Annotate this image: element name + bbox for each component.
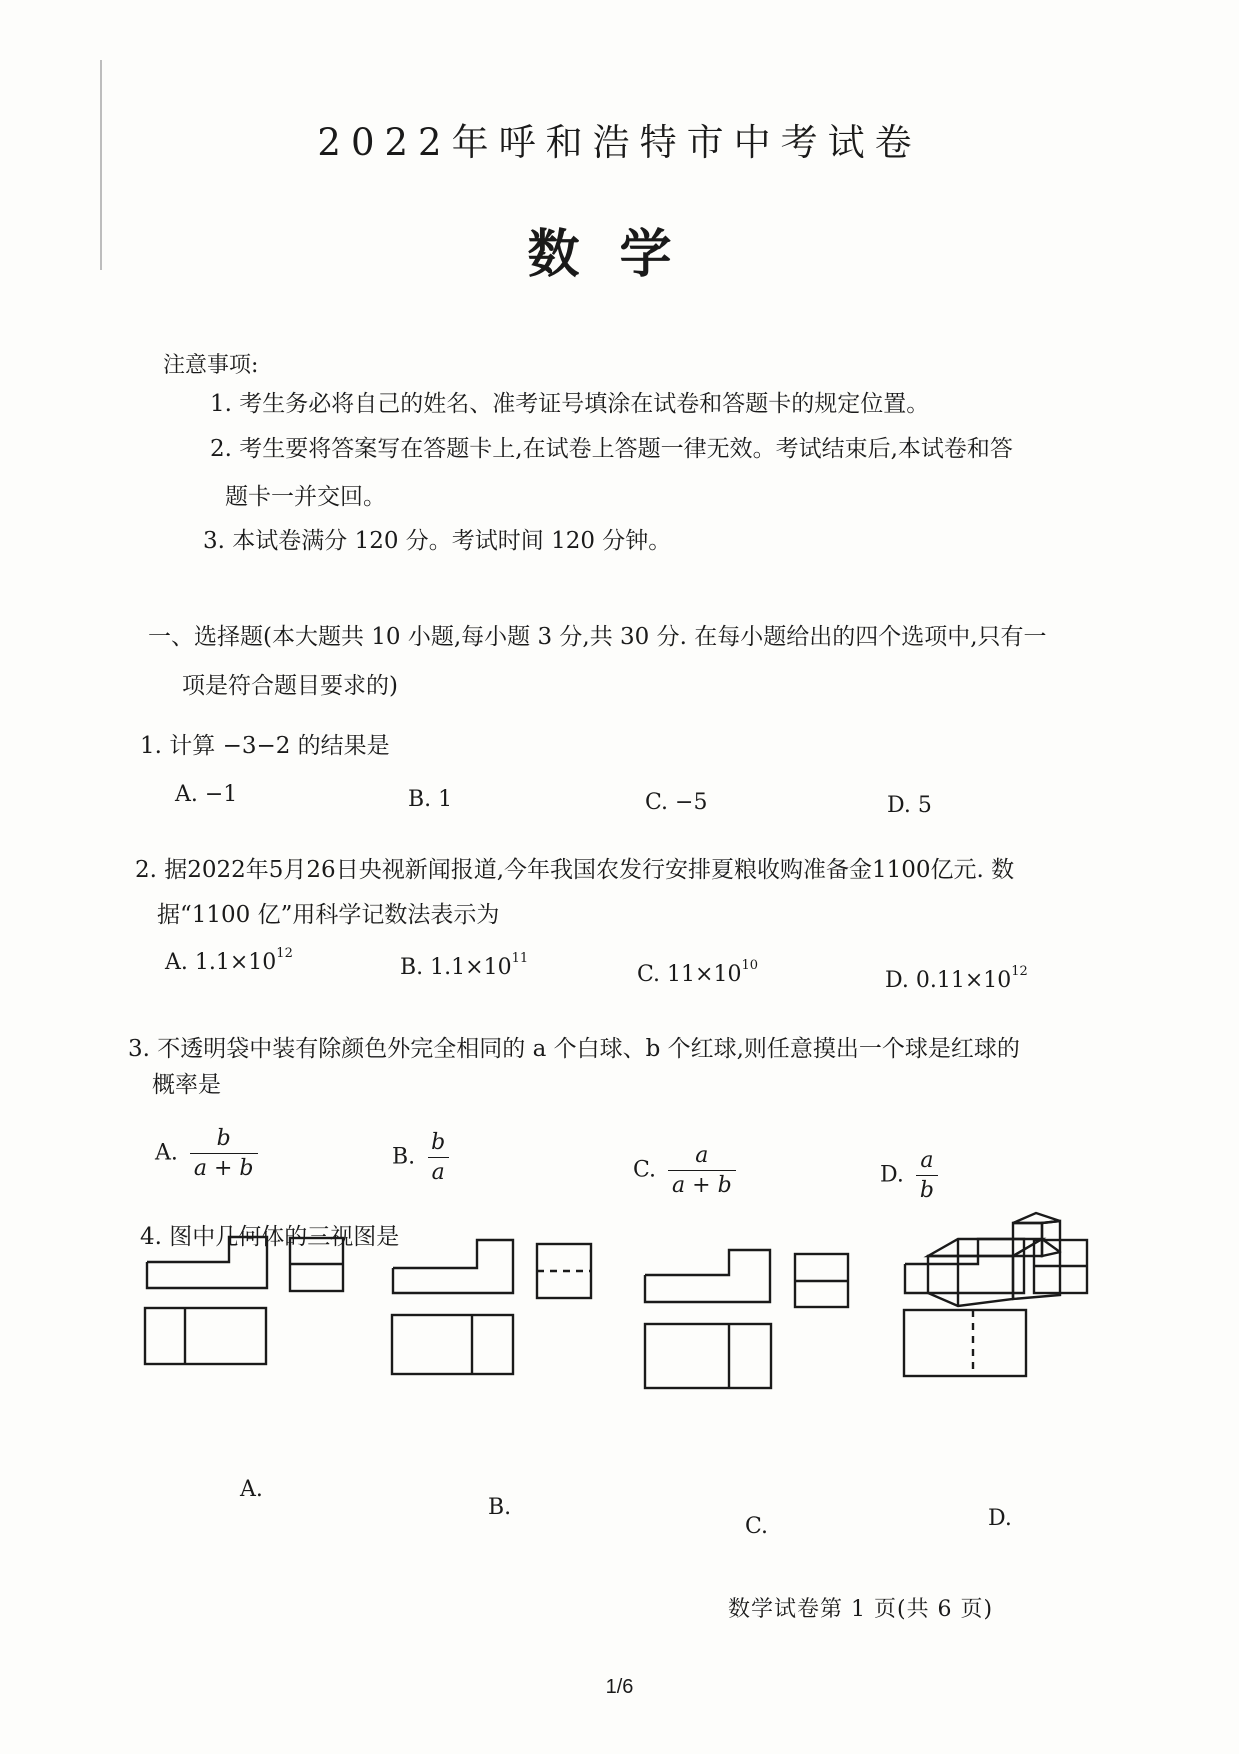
notes-heading: 注意事项:	[163, 353, 259, 378]
question-1-option-c: C. −5	[645, 790, 708, 815]
question-3-option-d: D. $\frac{a}{b}$	[880, 1148, 938, 1203]
question-4-option-a: A.	[240, 1477, 263, 1502]
subject-title: 数学	[527, 224, 712, 285]
question-4-option-c: C.	[745, 1514, 769, 1539]
question-1-option-d: D. 5	[887, 793, 932, 818]
question-3-option-c: C. $\frac{a}{a + b}$	[633, 1143, 736, 1198]
note-item-2-continued: 题卡一并交回。	[225, 484, 386, 510]
exam-title: 2022年呼和浩特市中考试卷	[317, 121, 922, 164]
question-2-stem-continued: 据“1100 亿”用科学记数法表示为	[157, 902, 500, 928]
note-item-1: 1. 考生务必将自己的姓名、准考证号填涂在试卷和答题卡的规定位置。	[210, 391, 930, 417]
fraction: $\frac{b}{a}$	[427, 1130, 449, 1185]
question-3-stem: 3. 不透明袋中装有除颜色外完全相同的 a 个白球、b 个红球,则任意摸出一个球是红球的	[128, 1036, 1020, 1062]
question-2-option-d: D. $0.11\times 10^{12}$	[885, 964, 1028, 993]
question-1-option-a: A. −1	[175, 782, 238, 807]
question-4-option-b: B.	[488, 1495, 512, 1520]
question-4-option-d: D.	[988, 1506, 1012, 1531]
question-3-stem-continued: 概率是	[152, 1072, 221, 1098]
section-heading: 一、选择题(本大题共 10 小题,每小题 3 分,共 30 分. 在每小题给出的四个选项中,只有一	[148, 624, 1047, 650]
fraction: $\frac{a}{a + b}$	[668, 1143, 736, 1198]
question-1-option-b: B. 1	[408, 787, 453, 812]
section-heading-continued: 项是符合题目要求的)	[182, 673, 398, 699]
question-2-stem: 2. 据2022年5月26日央视新闻报道,今年我国农发行安排夏粮收购准备金1100亿元. 数	[135, 857, 1015, 883]
question-2-option-a: A. $1.1\times 10^{12}$	[165, 946, 293, 975]
fraction: $\frac{a}{b}$	[916, 1148, 938, 1203]
question-4-stem: 4. 图中几何体的三视图是	[140, 1224, 400, 1250]
note-item-3: 3. 本试卷满分 120 分。考试时间 120 分钟。	[203, 528, 672, 554]
page-footer: 数学试卷第 1 页(共 6 页)	[728, 1597, 994, 1622]
question-3-option-a: A. $\frac{b}{a + b}$	[155, 1126, 258, 1181]
question-2-option-b: B. $1.1\times 10^{11}$	[400, 951, 529, 980]
fraction: $\frac{b}{a + b}$	[190, 1126, 258, 1181]
note-item-2: 2. 考生要将答案写在答题卡上,在试卷上答题一律无效。考试结束后,本试卷和答	[210, 436, 1013, 462]
question-3-option-b: B. $\frac{b}{a}$	[392, 1130, 449, 1185]
page-number: 1/6	[605, 1676, 634, 1698]
question-2-option-c: C. $11\times 10^{10}$	[637, 958, 759, 987]
question-1-stem: 1. 计算 −3−2 的结果是	[140, 733, 390, 759]
